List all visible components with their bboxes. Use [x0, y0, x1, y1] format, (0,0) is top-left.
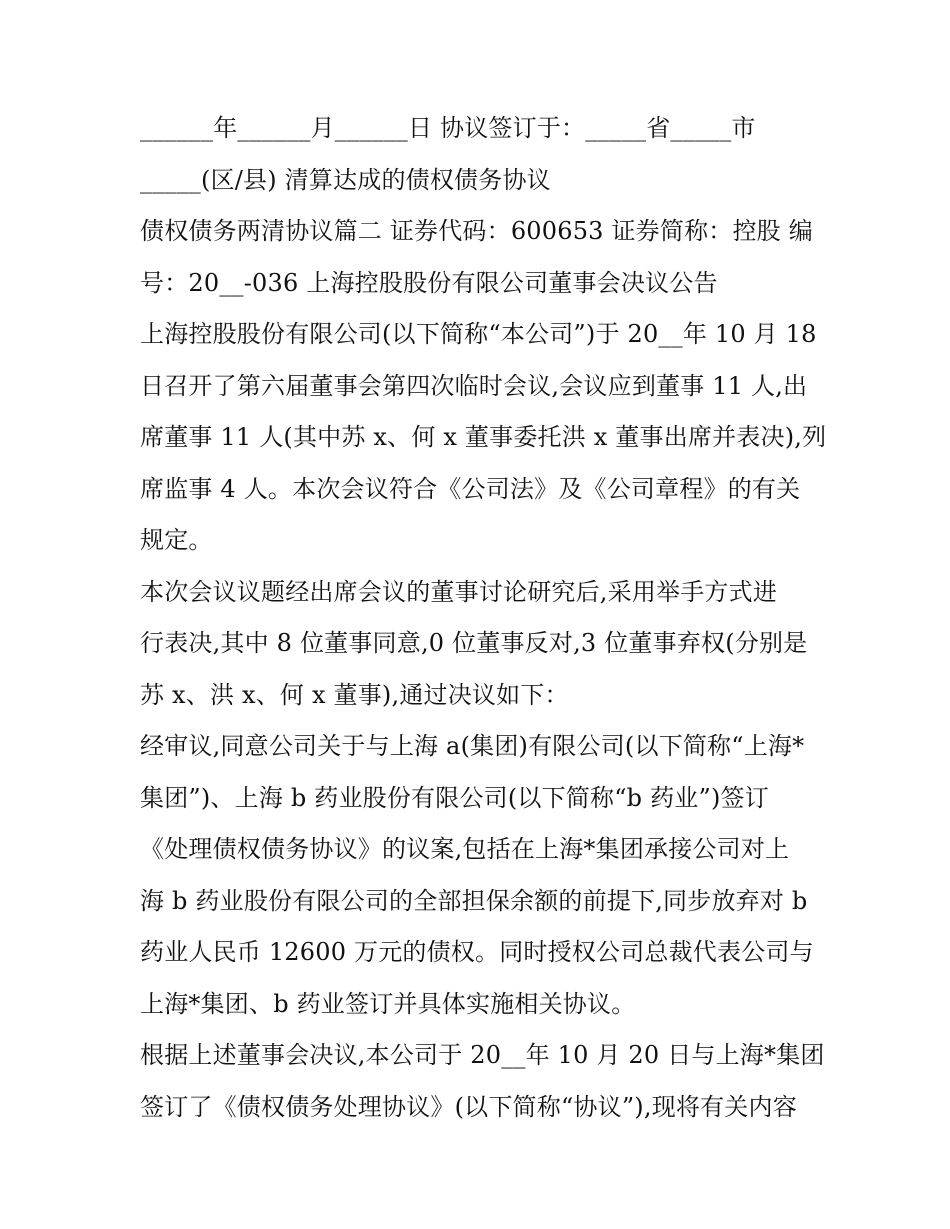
text-line: ______年______月______日 协议签订于：_____省_____市 [140, 114, 756, 142]
text-line: 日召开了第六届董事会第四次临时会议,会议应到董事 11 人,出 [140, 371, 808, 400]
text-line: 签订了《债权债务处理协议》(以下简称“协议”),现将有关内容 [140, 1092, 797, 1121]
text-line: 《处理债权债务协议》的议案,包括在上海*集团承接公司对上 [140, 835, 790, 863]
text-line: 经审议,同意公司关于与上海 a(集团)有限公司(以下简称“上海* [140, 732, 805, 760]
text-line: 药业人民币 12600 万元的债权。同时授权公司总裁代表公司与 [140, 938, 814, 966]
text-line: 海 b 药业股份有限公司的全部担保余额的前提下,同步放弃对 b [140, 886, 808, 915]
text-line: 债权债务两清协议篇二 证券代码：600653 证券简称：控股 编 [140, 217, 813, 245]
text-line: 行表决,其中 8 位董事同意,0 位董事反对,3 位董事弃权(分别是 [140, 629, 808, 657]
text-line: 号：20__-036 上海控股股份有限公司董事会决议公告 [140, 268, 718, 297]
text-line: 苏 x、洪 x、何 x 董事),通过决议如下： [140, 680, 569, 709]
text-line: 上海*集团、b 药业签订并具体实施相关协议。 [140, 989, 636, 1018]
document-body [140, 103, 827, 1133]
text-line: 上海控股股份有限公司(以下简称“本公司”)于 20__年 10 月 18 [140, 320, 817, 348]
text-line: _____(区/县) 清算达成的债权债务协议 [140, 165, 551, 194]
text-line: 本次会议议题经出席会议的董事讨论研究后,采用举手方式进 [140, 577, 778, 606]
text-line: 席监事 4 人。本次会议符合《公司法》及《公司章程》的有关 [140, 474, 801, 503]
text-line: 席董事 11 人(其中苏 x、何 x 董事委托洪 x 董事出席并表决),列 [140, 423, 827, 451]
text-line: 根据上述董事会决议,本公司于 20__年 10 月 20 日与上海*集团 [140, 1041, 825, 1069]
text-line: 集团”)、上海 b 药业股份有限公司(以下简称“b 药业”)签订 [140, 783, 769, 812]
text-line: 规定。 [140, 526, 213, 554]
